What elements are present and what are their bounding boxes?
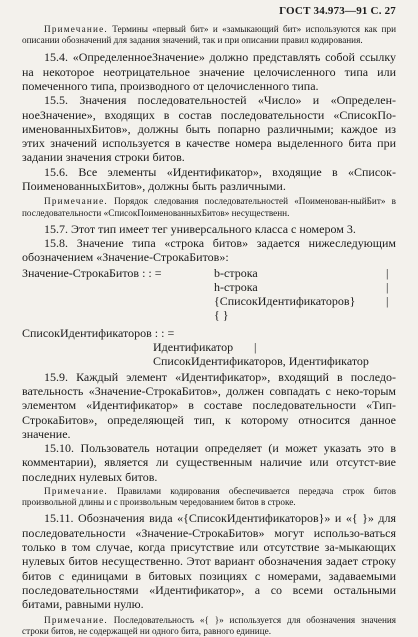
- syntax-bar: |: [386, 265, 389, 280]
- paragraph-15-8: 15.8. Значение типа «строка битов» задается нижеследующим обозначением «Значение-СтрокаБитов»:: [22, 236, 396, 265]
- syntax-identifier-list: [22, 326, 396, 370]
- syntax-alternative: { }: [214, 307, 229, 322]
- note-text: Порядок следования последовательностей «Поименован-ныйБит» в последовательности «СписокПоименованныхБитов» несущественн.: [22, 196, 396, 218]
- note-label: Примечание.: [44, 24, 108, 34]
- note-text: Термины «первый бит» и «замыкающий бит» используются как при описании обозначений для задания значений, так и при описании правил кодирования.: [22, 24, 396, 46]
- syntax-bar: |: [386, 279, 389, 294]
- note-2: [22, 196, 396, 218]
- paragraph-15-10: 15.10. Пользователь нотации определяет (и может указать это в комментарии), является ли существенным наличие или отсутст-вие последних нулевых битов.: [22, 441, 396, 484]
- syntax-alternative: b-строка: [214, 265, 258, 280]
- note-label: Примечание.: [44, 196, 108, 207]
- note-3: [22, 486, 396, 508]
- syntax-alternative: Идентификатор: [153, 339, 234, 354]
- paragraph-15-6: 15.6. Все элементы «Идентификатор», входящие в «Список-ПоименованныхБитов», должны быть различными.: [22, 164, 396, 194]
- note-text: Последовательность «{ }» используется для обозначения значения строки битов, не содержащей ни одного бита, равного единице.: [22, 614, 396, 636]
- paragraph-15-9: 15.9. Каждый элемент «Идентификатор», входящий в последо-вательность «Значение-СтрокаБитов», должен совпадать с неко-торым элементом «Идентификатор» в составе последовательности «Тип-СтрокаБитов», определяющей тип, к которому относится данное значение.: [22, 369, 396, 441]
- note-1: [22, 24, 396, 46]
- syntax-bit-string-value: [22, 266, 396, 324]
- syntax-alternative: СписокИдентификаторов, Идентификатор: [153, 353, 369, 368]
- syntax-lhs: СписокИдентификаторов : : =: [22, 325, 175, 340]
- syntax-lhs: Значение-СтрокаБитов : : =: [22, 265, 162, 280]
- note-text: Правилами кодирования обеспечивается передача строк битов произвольной длины и с произвольным чередованием битов в строке.: [22, 486, 396, 508]
- syntax-bar: |: [254, 339, 257, 354]
- paragraph-15-4: 15.4. «ОпределенноеЗначение» должно представлять собой ссылку на некоторое неотрицательное значение целочисленного типа или помеченного типа, производного от целочисленного типа.: [22, 50, 396, 93]
- paragraph-15-5: 15.5. Значения последовательностей «Число» и «Определен-ноеЗначение», входящих в состав последовательности «СписокПо-именованныхБитов», должны быть попарно различными; каждое из этих значений используется в качестве номера выделенного бита при задании значения строки битов.: [22, 93, 396, 165]
- page-header: ГОСТ 34.973—91 С. 27: [279, 5, 396, 17]
- note-label: Примечание.: [44, 614, 108, 625]
- note-label: Примечание.: [44, 486, 108, 497]
- page-content: [22, 24, 396, 637]
- syntax-alternative: {СписокИдентификаторов}: [214, 293, 356, 308]
- syntax-alternative: h-строка: [214, 279, 258, 294]
- paragraph-15-7: 15.7. Этот тип имеет тег универсального класса с номером 3.: [44, 221, 356, 236]
- note-4: [22, 615, 396, 637]
- syntax-bar: |: [386, 293, 389, 308]
- paragraph-15-11: 15.11. Обозначения вида «{СписокИдентификаторов}» и «{ }» для последовательности «Значение-СтрокаБитов» могут использо-ваться только в том случае, когда присутствие или отсутствие за-мыкающих нулевых битов несущественно. Этот вариант обозначения задает строку битов с единицами в битовых позициях с номерами, задаваемыми последовательностями «Идентификатор», а со всеми остальными битами, равными нулю.: [22, 511, 396, 612]
